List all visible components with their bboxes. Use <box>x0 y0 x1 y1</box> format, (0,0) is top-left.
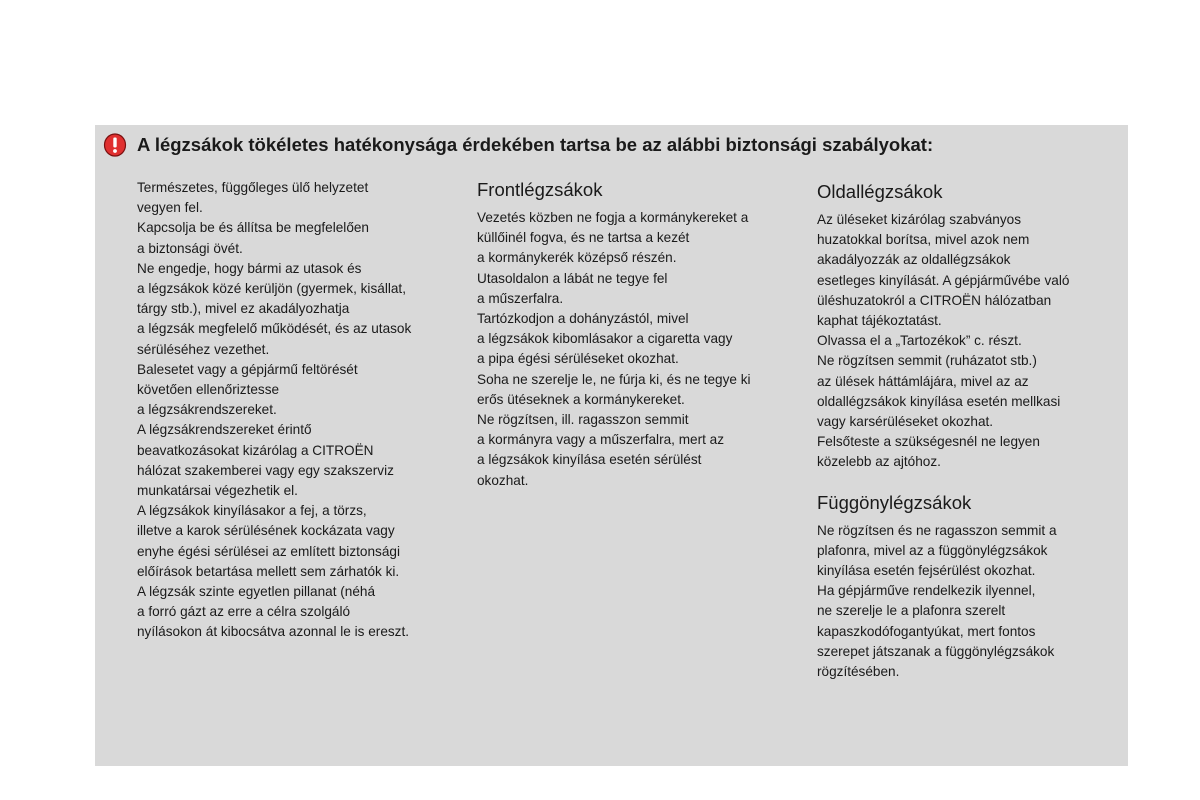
curtain-airbags-line: kinyílása esetén fejsérülést okozhat. <box>817 563 1036 579</box>
general-rules-line: munkatársai végezhetik el. <box>137 483 298 499</box>
general-rules-line: vegyen fel. <box>137 200 203 216</box>
front-airbags-line: a légzsákok kinyílása esetén sérülést <box>477 452 702 468</box>
front-airbags-line: Soha ne szerelje le, ne fúrja ki, és ne tegye ki <box>477 371 751 387</box>
front-airbags-line: a műszerfalra. <box>477 290 564 306</box>
side-airbags-line: esetleges kinyílását. A gépjárművébe való <box>817 272 1070 288</box>
header-title: A légzsákok tökéletes hatékonysága érdekében tartsa be az alábbi biztonsági szabályokat: <box>137 134 934 155</box>
curtain-airbags-heading: Függönylégzsákok <box>817 491 972 513</box>
front-airbags-line: küllőinél fogva, és ne tartsa a kezét <box>477 230 690 246</box>
side-airbags-line: az ülések háttámlájára, mivel az az <box>817 373 1029 389</box>
front-airbags-heading: Frontlégzsákok <box>477 179 603 200</box>
general-rules-line: a légzsákrendszereket. <box>137 402 277 418</box>
curtain-airbags-line: rögzítésében. <box>817 664 900 680</box>
general-rules-line: a biztonsági övét. <box>137 240 243 256</box>
curtain-airbags-line: plafonra, mivel az a függönylégzsákok <box>817 542 1048 558</box>
side-curtain-airbags-column <box>817 178 1117 682</box>
curtain-airbags-line: Ne rögzítsen és ne ragasszon semmit a <box>817 522 1057 538</box>
general-rules-line: beavatkozásokat kizárólag a CITROËN <box>137 442 374 458</box>
front-airbags-line: a légzsákok kibomlásakor a cigaretta vagy <box>477 331 733 347</box>
curtain-airbags-line: ne szerelje le a plafonra szerelt <box>817 603 1006 619</box>
general-rules-line: követően ellenőriztesse <box>137 382 280 398</box>
general-rules-line: illetve a karok sérülésének kockázata vagy <box>137 523 395 539</box>
general-rules-line: előírások betartása mellett sem zárhatók ki. <box>137 563 400 579</box>
side-airbags-line: huzatokkal borítsa, mivel azok nem <box>817 232 1030 248</box>
general-rules-column <box>137 178 467 643</box>
front-airbags-line: Ne rögzítsen, ill. ragasszon semmit <box>477 412 689 428</box>
general-rules-line: Balesetet vagy a gépjármű feltörését <box>137 361 358 377</box>
side-airbags-line: oldallégzsákok kinyílása esetén mellkasi <box>817 393 1061 409</box>
front-airbags-line: a kormányra vagy a műszerfalra, mert az <box>477 432 725 448</box>
general-rules-line: Kapcsolja be és állítsa be megfelelően <box>137 220 369 236</box>
front-airbags-line: erős ütéseknek a kormánykereket. <box>477 391 685 407</box>
side-airbags-heading: Oldallégzsákok <box>817 181 943 202</box>
general-rules-line: hálózat szakemberei vagy egy szakszerviz <box>137 462 394 478</box>
general-rules-line: tárgy stb.), mivel ez akadályozhatja <box>137 301 350 317</box>
warning-header <box>103 132 933 158</box>
front-airbags-line: Tartózkodjon a dohányzástól, mivel <box>477 311 689 327</box>
front-airbags-line: okozhat. <box>477 472 529 488</box>
general-rules-line: nyílásokon át kibocsátva azonnal le is ereszt. <box>137 624 410 640</box>
curtain-airbags-text <box>817 521 1117 683</box>
curtain-airbags-line: kapaszkodófogantyúkat, mert fontos <box>817 623 1036 639</box>
general-rules-line: A légzsákrendszereket érintő <box>137 422 312 438</box>
general-rules-line: a forró gázt az erre a célra szolgáló <box>137 604 351 620</box>
front-airbags-line: a kormánykerék középső részén. <box>477 250 677 266</box>
front-airbags-line: a pipa égési sérüléseket okozhat. <box>477 351 679 367</box>
front-airbags-line: Vezetés közben ne fogja a kormánykereket a <box>477 210 749 225</box>
curtain-airbags-line: szerepet játszanak a függönylégzsákok <box>817 643 1055 659</box>
general-rules-line: a légzsák megfelelő működését, és az utasok <box>137 321 412 337</box>
general-rules-line: A légzsákok kinyílásakor a fej, a törzs, <box>137 503 367 519</box>
general-rules-line: enyhe égési sérülései az említett biztonsági <box>137 543 400 559</box>
side-airbags-line: Az üléseket kizárólag szabványos <box>817 212 1022 227</box>
side-airbags-line: vagy karsérüléseket okozhat. <box>817 414 994 430</box>
side-airbags-line: Ne rögzítsen semmit (ruházatot stb.) <box>817 353 1037 369</box>
side-airbags-line: Olvassa el a „Tartozékok” c. részt. <box>817 333 1022 349</box>
general-rules-line: A légzsák szinte egyetlen pillanat (néhá <box>137 584 376 600</box>
side-airbags-line: közelebb az ajtóhoz. <box>817 454 941 470</box>
side-airbags-line: Felsőteste a szükségesnél ne legyen <box>817 434 1040 450</box>
general-rules-line: Ne engedje, hogy bármi az utasok és <box>137 260 362 276</box>
side-airbags-text <box>817 210 1117 473</box>
front-airbags-column <box>477 178 797 491</box>
general-rules-line: sérüléséhez vezethet. <box>137 341 270 357</box>
curtain-airbags-line: Ha gépjárműve rendelkezik ilyennel, <box>817 583 1036 599</box>
side-airbags-line: kaphat tájékoztatást. <box>817 313 942 329</box>
general-rules-line: Természetes, függőleges ülő helyzetet <box>137 180 369 195</box>
side-airbags-line: akadályozzák az oldallégzsákok <box>817 252 1011 268</box>
side-airbags-line: üléshuzatokról a CITROËN hálózatban <box>817 292 1052 308</box>
general-rules-line: a légzsákok közé kerüljön (gyermek, kisállat, <box>137 281 406 297</box>
warning-exclamation-icon <box>103 133 127 157</box>
front-airbags-text <box>477 208 797 491</box>
front-airbags-line: Utasoldalon a lábát ne tegye fel <box>477 270 668 286</box>
